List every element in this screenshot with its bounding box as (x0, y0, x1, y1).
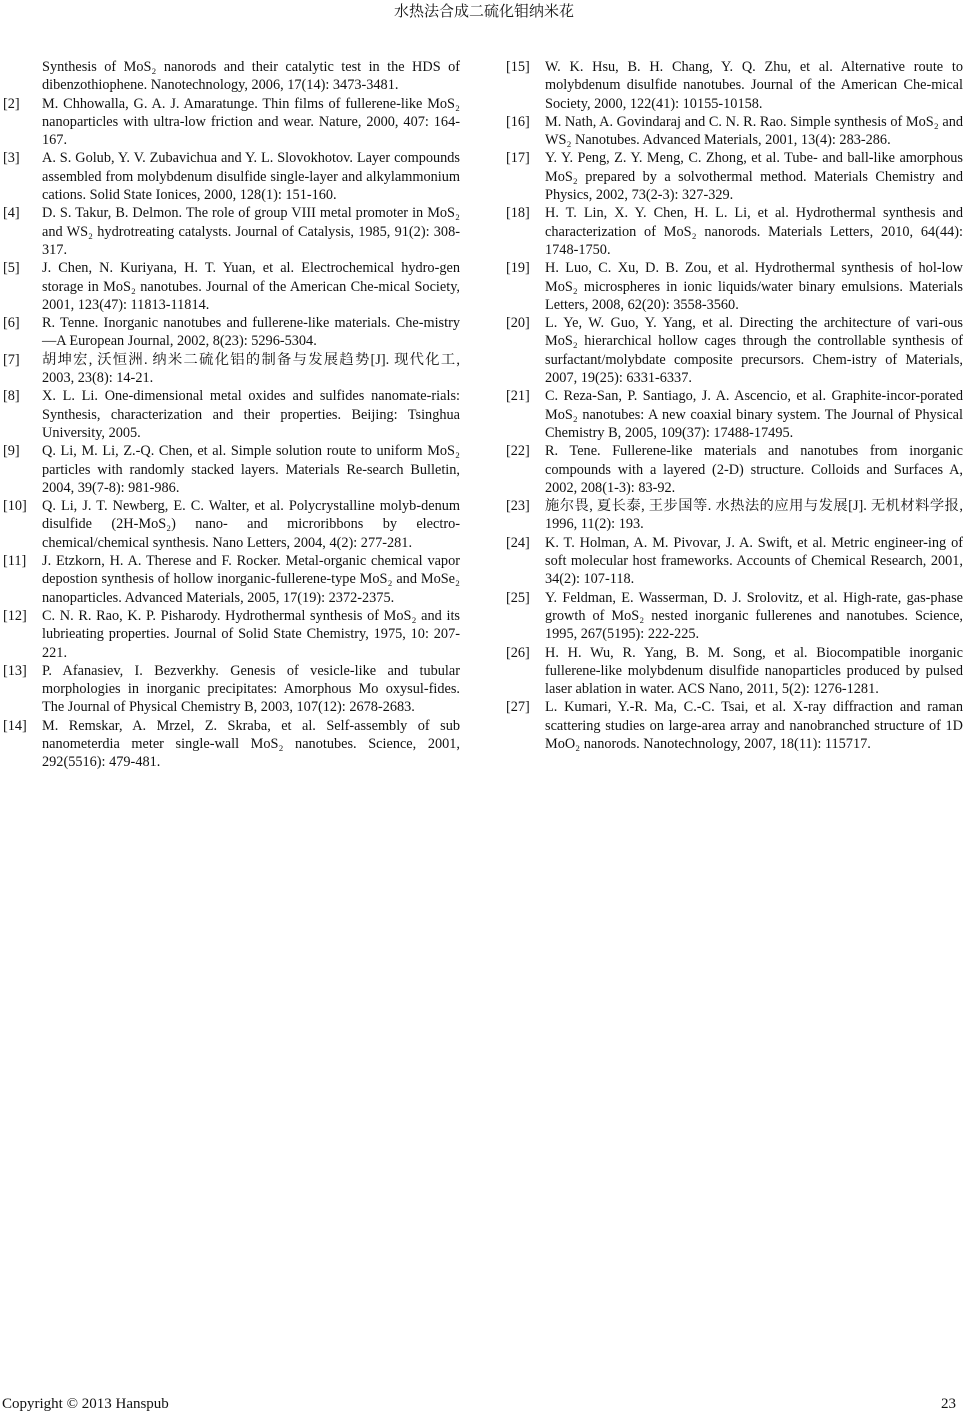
reference-text: P. Afanasiev, I. Bezverkhy. Genesis of vesicle-like and tubular morphologies in inorganic precipitates: Amorphous Mo oxysul-fides. The Journal of Physical Chemistry B, 2003, 107(12): 2678-2683. (42, 662, 460, 716)
reference-entry (506, 149, 966, 204)
reference-text: C. Reza-San, P. Santiago, J. A. Ascencio, et al. Graphite-incor-porated MoS₂ nanotubes: A new coaxial binary system. The Journal of Physical Chemistry B, 2005, 109(37): 17488-17495. (545, 388, 963, 441)
reference-entry (506, 644, 966, 699)
reference-number: [16] (506, 113, 530, 130)
reference-number: [19] (506, 260, 530, 277)
reference-number: [15] (506, 59, 530, 75)
reference-number: [18] (506, 205, 530, 222)
reference-text: L. Ye, W. Guo, Y. Yang, et al. Directing the architecture of vari-ous MoS₂ hierarchical hollow cages through the controllable synthesis of surfactant/molybdate composite precursors. Chem-istry of Materials, 2007, 19(25): 6331-6337. (545, 315, 963, 387)
reference-entry (3, 607, 463, 662)
reference-entry (506, 314, 966, 387)
reference-number: [17] (506, 150, 530, 167)
reference-text: J. Chen, N. Kuriyana, H. T. Yuan, et al. Electrochemical hydro-gen storage in MoS₂ nanotubes. Journal of the American Che-mical Society, 2001, 123(47): 11813-11814. (42, 260, 460, 313)
reference-text: Q. Li, J. T. Newberg, E. C. Walter, et al. Polycrystalline molyb-denum disulfide (2H-MoS₂) nano- and microribbons by electro-chemical/chemical synthesis. Nano Letters, 2004, 4(2): 277-281. (42, 498, 460, 551)
reference-number: [3] (3, 150, 20, 167)
reference-number: [9] (3, 443, 20, 460)
reference-text: R. Tenne. Inorganic nanotubes and fullerene-like materials. Che-mistry—A European Journal, 2002, 8(23): 5296-5304. (42, 315, 460, 350)
page-number: 23 (941, 1396, 956, 1412)
reference-number: [2] (3, 95, 20, 112)
reference-entry (3, 351, 463, 388)
reference-entry (3, 497, 463, 552)
reference-entry (3, 442, 463, 497)
references-left-column (3, 58, 463, 772)
reference-entry (506, 589, 966, 644)
reference-text: 胡坤宏, 沃恒洲. 纳米二硫化铝的制备与发展趋势[J]. 现代化工, 2003, 23(8): 14-21. (42, 351, 460, 387)
reference-entry (3, 259, 463, 314)
reference-entry (506, 698, 966, 753)
reference-entry (3, 314, 463, 351)
reference-entry (3, 662, 463, 717)
reference-number: [5] (3, 260, 20, 277)
reference-number: [10] (3, 498, 27, 515)
reference-entry (506, 113, 966, 150)
reference-number: [13] (3, 662, 27, 679)
reference-text: C. N. R. Rao, K. P. Pisharody. Hydrothermal synthesis of MoS₂ and its lubrieating properties. Journal of Solid State Chemistry, 1975, 10: 207-221. (42, 607, 460, 661)
reference-entry (3, 717, 463, 772)
reference-entry (506, 259, 966, 314)
reference-number: [4] (3, 205, 20, 222)
reference-text: H. H. Wu, R. Yang, B. M. Song, et al. Biocompatible inorganic fullerene-like molybdenum disulfide nanoparticles produced by pulsed laser ablation in water. ACS Nano, 2011, 5(2): 1276-1281. (545, 644, 963, 698)
reference-entry (3, 149, 463, 204)
reference-entry (3, 387, 463, 442)
reference-number: [20] (506, 315, 530, 332)
reference-text: Y. Feldman, E. Wasserman, D. J. Srolovitz, et al. High-rate, gas-phase growth of MoS₂ nested inorganic fullerenes and nanotubes. Science, 1995, 267(5195): 222-225. (545, 589, 963, 643)
reference-entry (3, 95, 463, 150)
reference-number: [21] (506, 388, 530, 405)
reference-text: M. Nath, A. Govindaraj and C. N. R. Rao. Simple synthesis of MoS₂ and WS₂ Nanotubes. Advanced Materials, 2001, 13(4): 283-286. (545, 113, 963, 149)
running-header: 水热法合成二硫化钼纳米花 (393, 4, 574, 20)
reference-text: H. T. Lin, X. Y. Chen, H. L. Li, et al. Hydrothermal synthesis and characterization of MoS₂ nanorods. Materials Letters, 2010, 64(44): 1748-1750. (545, 205, 963, 258)
reference-text: M. Chhowalla, G. A. J. Amaratunge. Thin films of fullerene-like MoS₂ nanoparticles with ultra-low friction and wear. Nature, 2000, 407: 164-167. (42, 95, 460, 149)
reference-text: K. T. Holman, A. M. Pivovar, J. A. Swift, et al. Metric engineer-ing of soft molecular host frameworks. Accounts of Chemical Research, 2001, 34(2): 107-118. (545, 534, 963, 588)
reference-text: W. K. Hsu, B. H. Chang, Y. Q. Zhu, et al. Alternative route to molybdenum disulfide nanotubes. Journal of the American Che-mical Society, 2000, 122(41): 10155-10158. (545, 59, 963, 112)
reference-text: L. Kumari, Y.-R. Ma, C.-C. Tsai, et al. X-ray diffraction and raman scattering studies on large-area array and nanobranched structure of 1D MoO₂ nanorods. Nanotechnology, 2007, 18(11): 115717. (545, 699, 963, 752)
reference-text: A. S. Golub, Y. V. Zubavichua and Y. L. Slovokhotov. Layer compounds assembled from molybdenum disulfide single-layer and alkylammonium cations. Solid State Ionices, 2000, 128(1): 151-160. (42, 150, 460, 204)
reference-number: [24] (506, 534, 530, 551)
reference-number: [26] (506, 644, 530, 661)
reference-text: 施尔畏, 夏长泰, 王步国等. 水热法的应用与发展[J]. 无机材料学报, 1996, 11(2): 193. (545, 498, 963, 533)
reference-text: M. Remskar, A. Mrzel, Z. Skraba, et al. Self-assembly of sub nanometerdia meter single-wall MoS₂ nanotubes. Science, 2001, 292(5516): 479-481. (42, 717, 460, 771)
reference-text: J. Etzkorn, H. A. Therese and F. Rocker. Metal-organic chemical vapor depostion synthesis of hollow inorganic-fullerene-type MoS₂ and MoSe₂ nanoparticles. Advanced Materials, 2005, 17(19): 2372-2375. (42, 553, 460, 606)
reference-text: D. S. Takur, B. Delmon. The role of group VIII metal promoter in MoS₂ and WS₂ hydrotreating catalysts. Journal of Catalysis, 1985, 91(2): 308-317. (42, 205, 460, 258)
reference-text: X. L. Li. One-dimensional metal oxides and sulfides nanomate-rials: Synthesis, characterization and their properties. Beijing: Tsinghua University, 2005. (42, 388, 460, 441)
reference-entry (506, 442, 966, 497)
reference-number: [14] (3, 717, 27, 734)
copyright-footer: Copyright © 2013 Hanspub (2, 1396, 169, 1412)
reference-entry (506, 58, 966, 113)
reference-entry (3, 204, 463, 259)
reference-entry (3, 58, 463, 95)
reference-text: R. Tene. Fullerene-like materials and nanotubes from inorganic compounds with a layered (2-D) structure. Colloids and Surfaces A, 2002, 208(1-3): 83-92. (545, 443, 963, 496)
reference-number: [23] (506, 498, 530, 515)
reference-entry (3, 552, 463, 607)
reference-text: Synthesis of MoS₂ nanorods and their catalytic test in the HDS of dibenzothiophene. Nanotechnology, 2006, 17(14): 3473-3481. (42, 59, 460, 94)
reference-number: [27] (506, 699, 530, 716)
reference-number: [8] (3, 388, 20, 405)
reference-text: Q. Li, M. Li, Z.-Q. Chen, et al. Simple solution route to uniform MoS₂ particles with randomly stacked layers. Materials Re-search Bulletin, 2004, 39(7-8): 981-986. (42, 443, 460, 496)
reference-entry (506, 534, 966, 589)
reference-number: [11] (3, 553, 27, 570)
reference-entry (506, 204, 966, 259)
reference-number: [22] (506, 443, 530, 460)
reference-entry (506, 497, 966, 534)
reference-number: [7] (3, 351, 20, 368)
references-right-column (506, 58, 966, 753)
reference-entry (506, 387, 966, 442)
reference-number: [6] (3, 315, 20, 332)
reference-number: [25] (506, 589, 530, 606)
reference-text: H. Luo, C. Xu, D. B. Zou, et al. Hydrothermal synthesis of hol-low MoS₂ microspheres in ionic liquids/water binary emulsions. Materials Letters, 2008, 62(20): 3558-3560. (545, 260, 963, 313)
reference-number: [12] (3, 607, 27, 624)
reference-text: Y. Y. Peng, Z. Y. Meng, C. Zhong, et al. Tube- and ball-like amorphous MoS₂ prepared by a solvothermal method. Materials Chemistry and Physics, 2002, 73(2-3): 327-329. (545, 150, 963, 204)
